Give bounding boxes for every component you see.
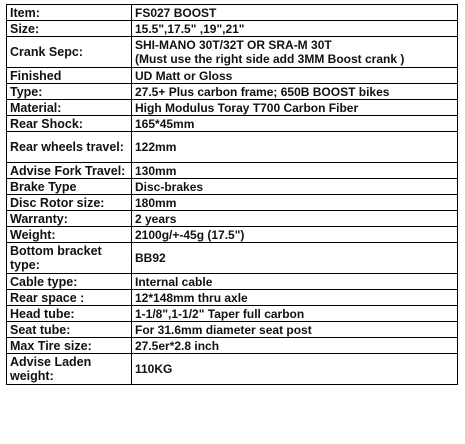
table-row bbox=[7, 243, 458, 274]
row-value: For 31.6mm diameter seat post bbox=[132, 322, 458, 338]
row-value: 110KG bbox=[132, 354, 458, 385]
table-row bbox=[7, 5, 458, 21]
row-value: Internal cable bbox=[132, 274, 458, 290]
row-label: Bottom bracket type: bbox=[7, 243, 132, 274]
table-row bbox=[7, 84, 458, 100]
table-row bbox=[7, 290, 458, 306]
table-row bbox=[7, 21, 458, 37]
crank-spec-note: (Must use the right side add 3MM Boost crank ) bbox=[135, 52, 405, 66]
table-row bbox=[7, 306, 458, 322]
row-label: Advise Fork Travel: bbox=[7, 163, 132, 179]
row-value: 2100g/+-45g (17.5") bbox=[132, 227, 458, 243]
row-label: Brake Type bbox=[7, 179, 132, 195]
row-label: Rear wheels travel: bbox=[7, 132, 132, 163]
row-value: 130mm bbox=[132, 163, 458, 179]
row-value: 27.5+ Plus carbon frame; 650B BOOST bikes bbox=[132, 84, 458, 100]
row-value: UD Matt or Gloss bbox=[132, 68, 458, 84]
row-value: 27.5er*2.8 inch bbox=[132, 338, 458, 354]
table-row bbox=[7, 227, 458, 243]
table-row bbox=[7, 195, 458, 211]
row-label: Finished bbox=[7, 68, 132, 84]
row-value: BB92 bbox=[132, 243, 458, 274]
row-value: Disc-brakes bbox=[132, 179, 458, 195]
table-row bbox=[7, 132, 458, 163]
row-value: 12*148mm thru axle bbox=[132, 290, 458, 306]
row-label: Item: bbox=[7, 5, 132, 21]
row-value: 2 years bbox=[132, 211, 458, 227]
table-row bbox=[7, 338, 458, 354]
row-label: Type: bbox=[7, 84, 132, 100]
row-value bbox=[132, 37, 458, 68]
row-label: Max Tire size: bbox=[7, 338, 132, 354]
table-row bbox=[7, 211, 458, 227]
table-row bbox=[7, 37, 458, 68]
row-label: Head tube: bbox=[7, 306, 132, 322]
row-label: Weight: bbox=[7, 227, 132, 243]
table-row bbox=[7, 354, 458, 385]
table-row bbox=[7, 274, 458, 290]
table-row bbox=[7, 322, 458, 338]
spec-table bbox=[6, 4, 458, 385]
row-label: Seat tube: bbox=[7, 322, 132, 338]
row-value: FS027 BOOST bbox=[132, 5, 458, 21]
table-row bbox=[7, 100, 458, 116]
row-label: Cable type: bbox=[7, 274, 132, 290]
row-value: 122mm bbox=[132, 132, 458, 163]
table-row bbox=[7, 116, 458, 132]
row-label: Warranty: bbox=[7, 211, 132, 227]
table-row bbox=[7, 68, 458, 84]
row-value: High Modulus Toray T700 Carbon Fiber bbox=[132, 100, 458, 116]
table-row bbox=[7, 179, 458, 195]
row-label: Size: bbox=[7, 21, 132, 37]
row-label: Advise Laden weight: bbox=[7, 354, 132, 385]
row-value: 180mm bbox=[132, 195, 458, 211]
row-value: 15.5",17.5" ,19",21" bbox=[132, 21, 458, 37]
row-label: Rear Shock: bbox=[7, 116, 132, 132]
crank-spec-line: SHI-MANO 30T/32T OR SRA-M 30T bbox=[135, 38, 332, 52]
table-row bbox=[7, 163, 458, 179]
row-label: Disc Rotor size: bbox=[7, 195, 132, 211]
row-label: Rear space : bbox=[7, 290, 132, 306]
row-value: 165*45mm bbox=[132, 116, 458, 132]
row-label: Material: bbox=[7, 100, 132, 116]
row-value: 1-1/8",1-1/2" Taper full carbon bbox=[132, 306, 458, 322]
row-label: Crank Sepc: bbox=[7, 37, 132, 68]
